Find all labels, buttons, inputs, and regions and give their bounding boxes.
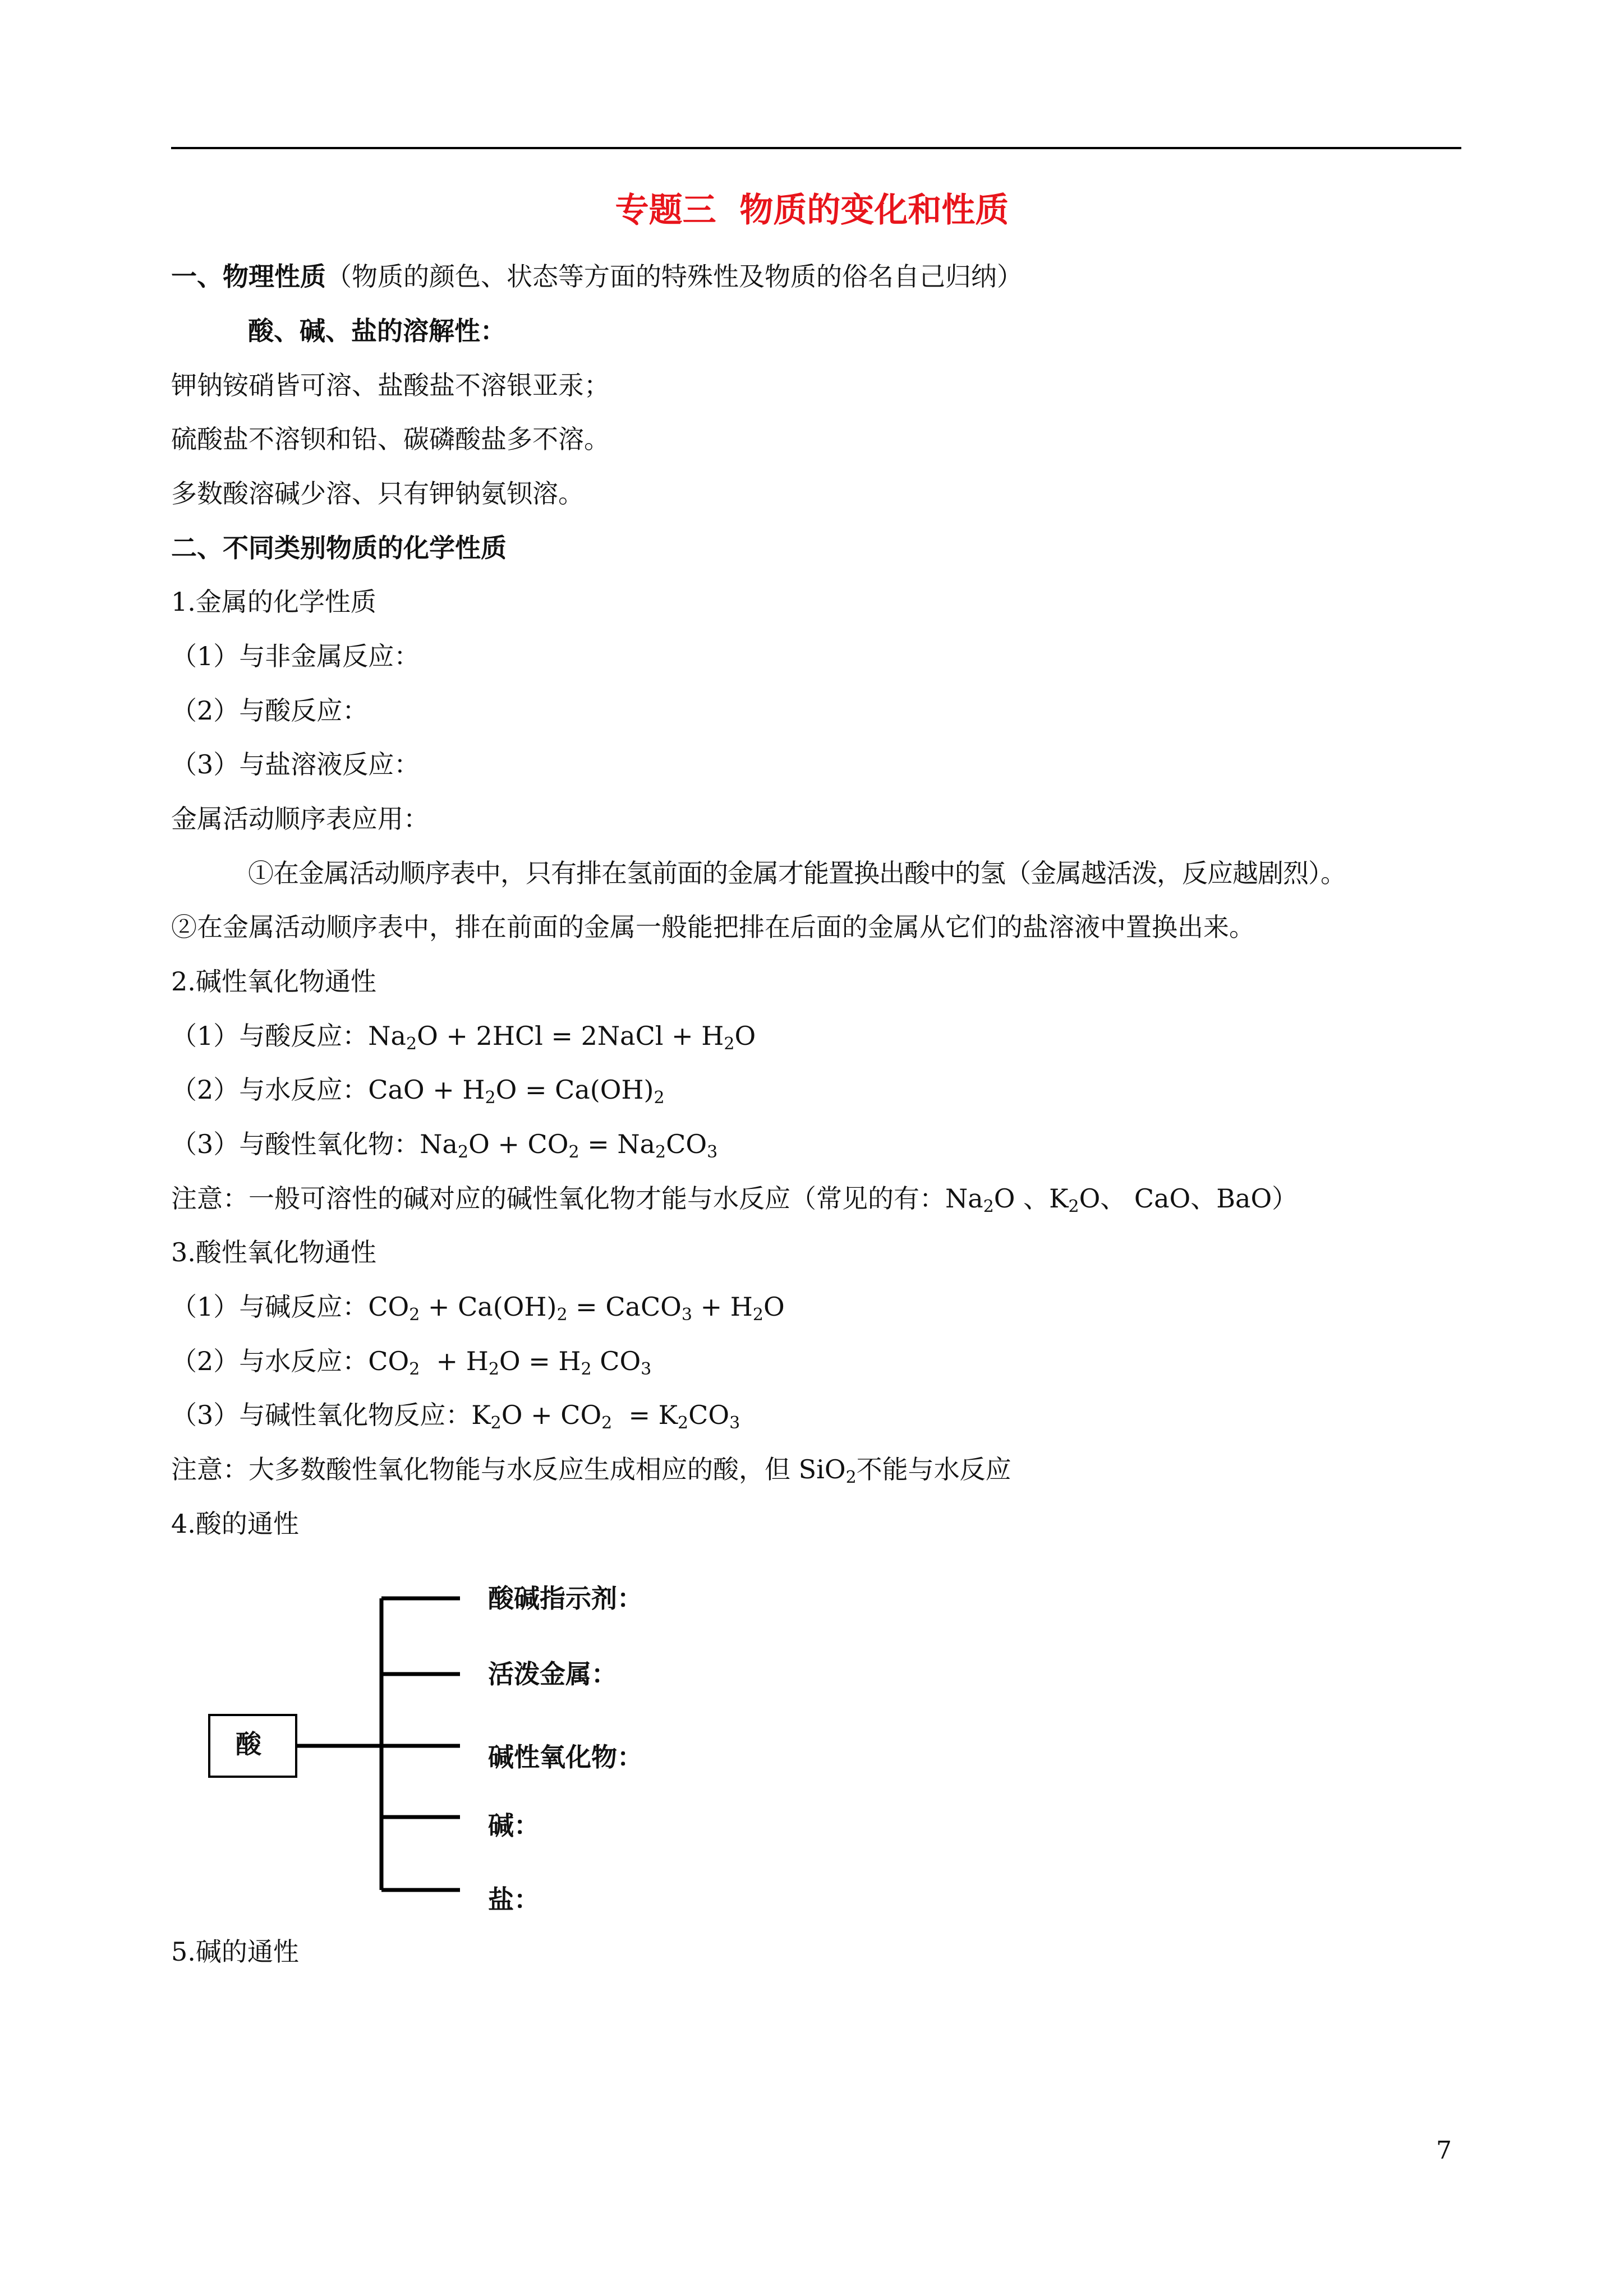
- acidic-oxide-item-3: （3）与碱性氧化物反应：$K_2O + CO_2 = K_2CO_3$: [171, 1400, 740, 1433]
- basic-oxide-item-2: （2）与水反应：CaO + $H_2O = Ca(OH)_2$: [171, 1075, 665, 1108]
- section-2-heading: 二、不同类别物质的化学性质: [171, 533, 507, 563]
- solubility-title: 酸、碱、盐的溶解性：: [248, 316, 506, 346]
- metal-title: 1.金属的化学性质: [171, 587, 376, 617]
- activity-rule-1: ①在金属活动顺序表中，只有排在氢前面的金属才能置换出酸中的氢（金属越活泼，反应越剧烈）。: [248, 858, 1346, 888]
- branch-active-metal: 活泼金属：: [488, 1659, 617, 1689]
- branch-indicator: 酸碱指示剂：: [488, 1583, 643, 1613]
- section-1-heading: 一、物理性质（物质的颜色、状态等方面的特殊性及物质的俗名自己归纳）: [171, 261, 1023, 292]
- page-title: 专题三 物质的变化和性质: [615, 191, 1009, 230]
- acidic-oxide-item-1: （1）与碱反应：$CO_2 + Ca(OH)_2$ = CaCO$_3$ + $H_2O$: [171, 1292, 785, 1325]
- activity-rule-2: ②在金属活动顺序表中，排在前面的金属一般能把排在后面的金属从它们的盐溶液中置换出来。: [171, 912, 1255, 942]
- branch-salt: 盐：: [488, 1884, 540, 1915]
- solubility-rule-3: 多数酸溶碱少溶、只有钾钠氨钡溶。: [171, 478, 584, 509]
- page-number: 7: [1436, 2136, 1452, 2165]
- acidic-oxide-item-2: （2）与水反应：$CO_2 + H_2O = H_2$ $CO_3$: [171, 1346, 652, 1379]
- metal-item-2: （2）与酸反应：: [171, 695, 369, 726]
- activity-title: 金属活动顺序表应用：: [171, 804, 429, 834]
- metal-item-1: （1）与非金属反应：: [171, 641, 420, 671]
- basic-oxide-note: 注意：一般可溶性的碱对应的碱性氧化物才能与水反应（常见的有：$Na_2O$ 、$K_2O$、 CaO、BaO）: [171, 1183, 1298, 1216]
- basic-oxide-title: 2.碱性氧化物通性: [171, 966, 376, 997]
- acid-properties-title: 4.酸的通性: [171, 1509, 299, 1539]
- solubility-rule-2: 硫酸盐不溶钡和铅、碳磷酸盐多不溶。: [171, 424, 610, 454]
- branch-basic-oxide: 碱性氧化物：: [488, 1742, 643, 1772]
- solubility-rule-1: 钾钠铵硝皆可溶、盐酸盐不溶银亚汞；: [171, 370, 610, 400]
- base-properties-title: 5.碱的通性: [171, 1937, 299, 1967]
- header-rule: [171, 147, 1461, 149]
- basic-oxide-item-1: （1）与酸反应：$Na_2O + 2HCl$ = 2NaCl + $H_2O$: [171, 1021, 756, 1054]
- metal-item-3: （3）与盐溶液反应：: [171, 749, 420, 780]
- branch-base: 碱：: [488, 1810, 540, 1841]
- basic-oxide-item-3: （3）与酸性氧化物：$Na_2O + CO_2 = Na_2CO_3$: [171, 1129, 718, 1162]
- acid-label: 酸: [236, 1729, 261, 1759]
- acidic-oxide-note: 注意：大多数酸性氧化物能与水反应生成相应的酸，但 SiO$_2$不能与水反应: [171, 1454, 1011, 1487]
- acidic-oxide-title: 3.酸性氧化物通性: [171, 1237, 376, 1267]
